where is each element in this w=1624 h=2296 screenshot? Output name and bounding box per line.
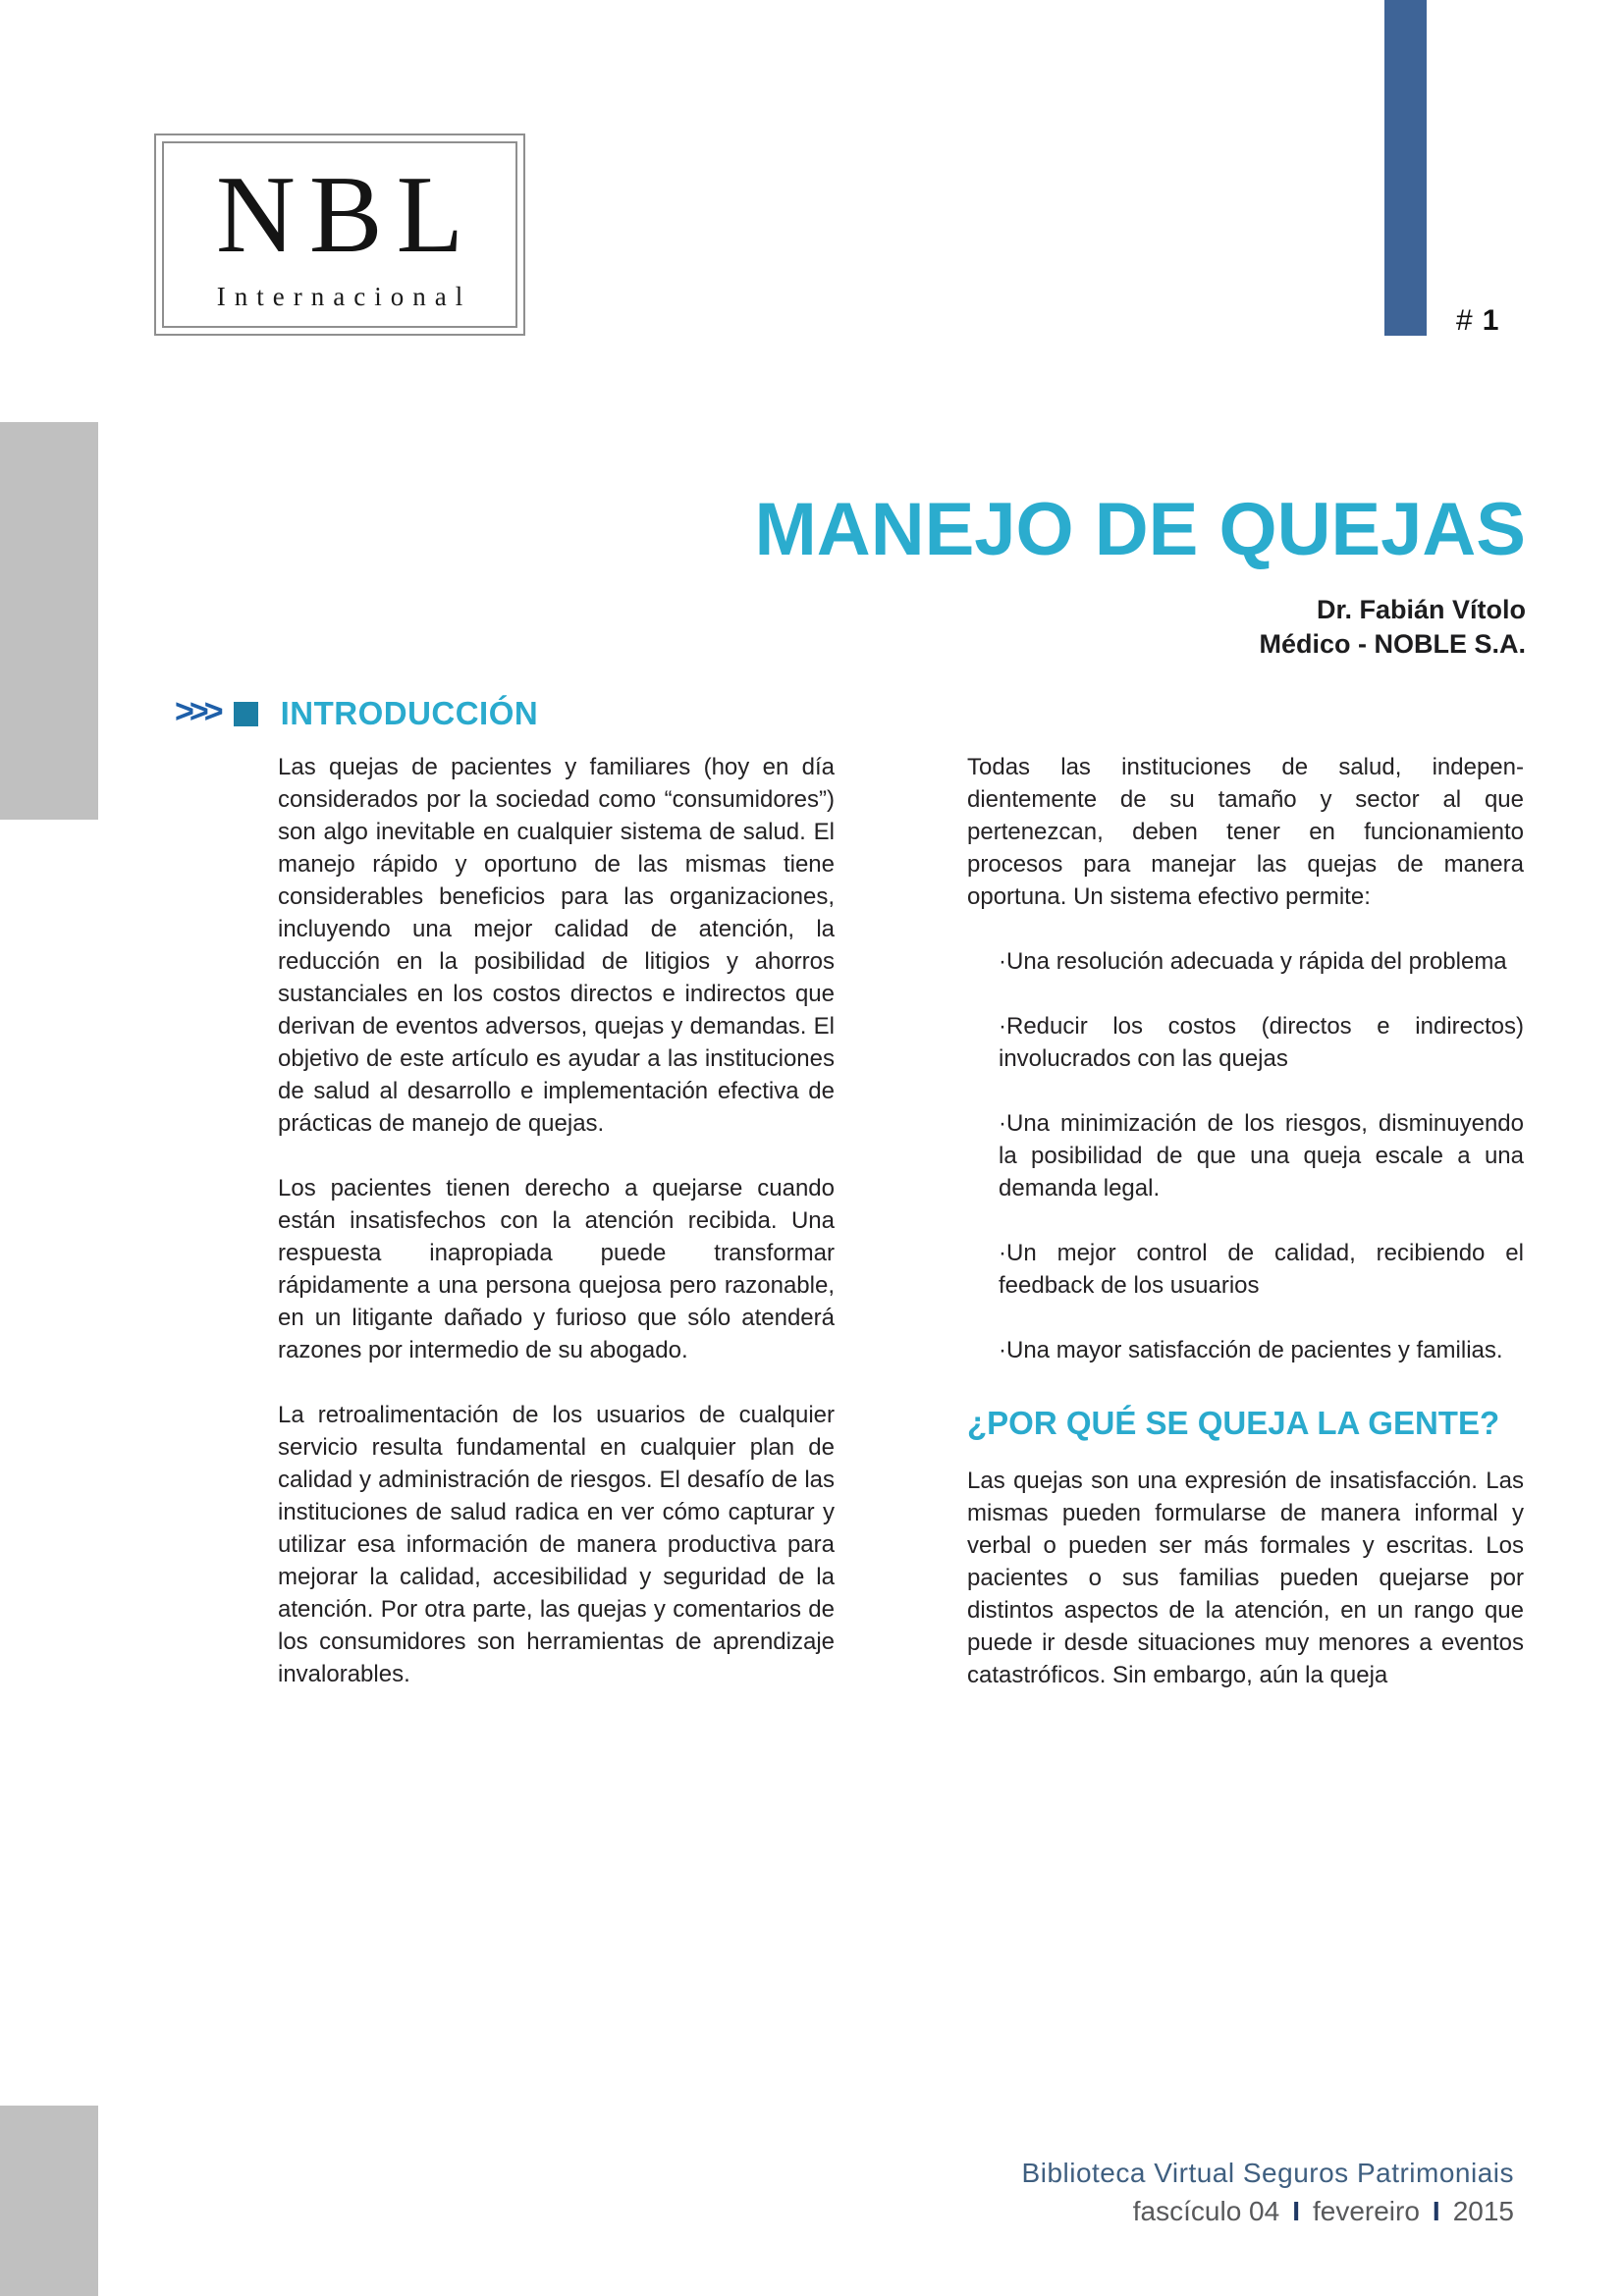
left-column <box>278 751 835 1691</box>
logo-subtitle: Internacional <box>216 281 472 311</box>
paragraph: Las quejas de pacientes y familiares (hoy en día considerados por la sociedad como “consumidores”) son algo inevitable en cualquier sistema de salud. El manejo rápido y oportuno de las mismas tiene considerables beneficios para las organizaciones, incluyendo una mejor calidad de atención, la reducción en la posibilidad de litigios y ahorros sustanciales en los costos directos e indirectos que derivan de eventos adversos, quejas y demandas. El objetivo de este artículo es ayudar a las instituciones de salud al desarrollo e implementación efectiva de prácticas de manejo de quejas. <box>278 754 835 1137</box>
left-gray-bar-top <box>0 422 98 820</box>
right-column <box>967 751 1524 1691</box>
paragraph: Las quejas son una expresión de insatisfacción. Las mismas pueden formularse de manera informal y verbal o pueden ser más formales y escritas. Los pacientes o sus familias pueden quejarse por distintos aspectos de la atención, en un rango que puede ir desde situaciones muy menores a eventos catastróficos. Sin embargo, aún la queja <box>967 1468 1524 1689</box>
footer-year: 2015 <box>1452 2196 1514 2226</box>
issue-number-value: 1 <box>1482 304 1499 337</box>
author-block <box>1259 593 1526 662</box>
bullet-item: ·Una resolución adecuada y rápida del problema <box>999 948 1507 975</box>
company-logo <box>154 133 525 336</box>
bullet-item: ·Reducir los costos (directos e indirectos) involucrados con las quejas <box>999 1013 1524 1072</box>
author-role: Médico - NOBLE S.A. <box>1259 629 1526 659</box>
footer-separator-icon: I <box>1432 2196 1440 2226</box>
footer-fascicle: fascículo 04 <box>1132 2196 1280 2226</box>
paragraph: Todas las instituciones de salud, independientemente de su tamaño y sector al que pertenezcan, deben tener en funcionamiento procesos para manejar las quejas de manera oportuna. Un sistema efectivo permite: <box>967 754 1524 910</box>
introduction-heading-row <box>175 695 538 732</box>
left-gray-bar-bottom <box>0 2106 98 2296</box>
company-logo-inner-frame <box>162 141 517 328</box>
footer-issue-line <box>1022 2196 1514 2227</box>
author-name: Dr. Fabián Vítolo <box>1316 595 1526 624</box>
bullet-item: ·Un mejor control de calidad, recibiendo el feedback de los usuarios <box>999 1240 1524 1299</box>
why-complain-heading: ¿POR QUÉ SE QUEJA LA GENTE? <box>967 1405 1500 1441</box>
bullet-item: ·Una minimización de los riesgos, disminuyendo la posibilidad de que una queja escale a una demanda legal. <box>999 1110 1524 1201</box>
logo-acronym: NBL <box>216 153 477 276</box>
top-right-blue-bar <box>1384 0 1427 336</box>
introduction-heading: INTRODUCCIÓN <box>280 695 539 731</box>
issue-number <box>1456 304 1498 338</box>
footer <box>1022 2158 1514 2227</box>
bullet-item: ·Una mayor satisfacción de pacientes y familias. <box>999 1337 1503 1363</box>
paragraph: La retroalimentación de los usuarios de cualquier servicio resulta fundamental en cualquier plan de calidad y administración de riesgos. El desafío de las instituciones de salud radica en ver cómo capturar y utilizar esa información de manera productiva para mejorar la calidad, accesibilidad y seguridad de la atención. Por otra parte, las quejas y comentarios de los consumidores son herramientas de aprendizaje invalorables. <box>278 1402 835 1687</box>
square-bullet-icon <box>234 702 258 726</box>
body-columns <box>278 751 1524 1691</box>
footer-collection-name: Biblioteca Virtual Seguros Patrimoniais <box>1021 2158 1514 2188</box>
chevrons-icon: >>> <box>175 693 219 730</box>
footer-separator-icon: I <box>1292 2196 1300 2226</box>
paragraph: Los pacientes tienen derecho a quejarse cuando están insatisfechos con la atención recibida. Una respuesta inapropiada puede transformar rápidamente a una persona quejosa pero razonable, en un litigante dañado y furioso que sólo atenderá razones por intermedio de su abogado. <box>278 1175 835 1363</box>
issue-hash-symbol: # <box>1456 304 1473 337</box>
footer-month: fevereiro <box>1312 2196 1420 2226</box>
page-title: MANEJO DE QUEJAS <box>754 488 1526 571</box>
